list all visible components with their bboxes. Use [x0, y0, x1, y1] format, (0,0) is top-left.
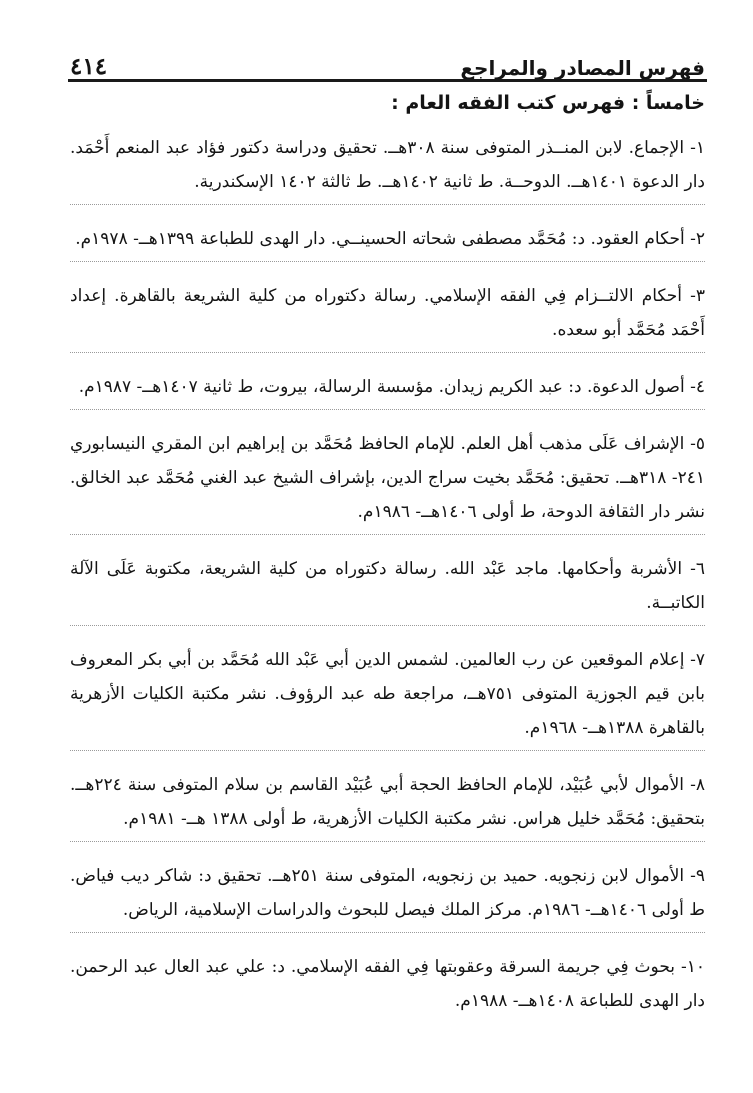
- entry-text: الأموال لأبي عُبَيْد، للإمام الحافظ الحجة أبي عُبَيْد القاسم بن سلام المتوفى سنة ٢٢٤هــ. بتحقيق: مُحَمَّد خليل هراس. نشر مكتبة الكليات الأزهرية، ط أولى ١٣٨٨ هــ- ١٩٨١م.: [70, 775, 705, 829]
- bibliography-entry: [70, 131, 705, 205]
- bibliography-entry: [70, 279, 705, 353]
- bibliography-entry: [70, 643, 705, 751]
- running-head: [70, 46, 705, 78]
- entry-text: أحكام العقود. د: مُحَمَّد مصطفى شحاته الحسينــي. دار الهدى للطباعة ١٣٩٩هــ- ١٩٧٨م.: [75, 229, 685, 249]
- section-heading: خامساً : فهرس كتب الفقه العام :: [391, 92, 705, 114]
- entry-number: ٢-: [690, 229, 705, 249]
- entry-number: ٨-: [690, 775, 705, 795]
- entry-number: ٩-: [690, 866, 705, 886]
- entry-text: الإجماع. لابن المنــذر المتوفى سنة ٣٠٨هــ. تحقيق ودراسة دكتور فؤاد عبد المنعم أَحْمَد. دار الدعوة ١٤٠١هــ. الدوحــة. ط ثانية ١٤٠٢هــ. ط ثالثة ١٤٠٢ الإسكندرية.: [70, 138, 705, 192]
- entry-number: ١٠-: [680, 957, 705, 977]
- bibliography-entry: [70, 370, 705, 410]
- header-rule: [68, 79, 707, 82]
- entry-text: إعلام الموقعين عن رب العالمين. لشمس الدين أبي عَبْد الله مُحَمَّد بن أبي بكر المعروف بابن قيم الجوزية المتوفى ٧٥١هــ، مراجعة طه عبد الرؤوف. نشر مكتبة الكليات الأزهرية بالقاهرة ١٣٨٨هــ- ١٩٦٨م.: [70, 650, 705, 738]
- bibliography-entry: [70, 427, 705, 535]
- bibliography-list: [70, 131, 705, 1030]
- entry-text: الأموال لابن زنجويه. حميد بن زنجويه، المتوفى سنة ٢٥١هــ. تحقيق د: شاكر ديب فياض. ط أولى ١٤٠٦هــ- ١٩٨٦م. مركز الملك فيصل للبحوث والدراسات الإسلامية، الرياض.: [70, 866, 705, 920]
- entry-text: الأشربة وأحكامها. ماجد عَبْد الله. رسالة دكتوراه من كلية الشريعة، مكتوبة عَلَى الآلة الكاتبــة.: [70, 559, 705, 613]
- entry-number: ٣-: [690, 286, 706, 306]
- page-number: ٤١٤: [70, 53, 108, 80]
- entry-text: أصول الدعوة. د: عبد الكريم زيدان. مؤسسة الرسالة، بيروت، ط ثانية ١٤٠٧هــ- ١٩٨٧م.: [78, 377, 685, 397]
- entry-number: ٤-: [690, 377, 705, 397]
- entry-number: ٧-: [690, 650, 705, 670]
- entry-text: أحكام الالتــزام فِي الفقه الإسلامي. رسالة دكتوراه من كلية الشريعة بالقاهرة. إعداد أَحْمَد مُحَمَّد أبو سعده.: [70, 286, 705, 340]
- running-title: فهرس المصادر والمراجع: [460, 56, 705, 80]
- entry-number: ٦-: [690, 559, 705, 579]
- entry-number: ٥-: [690, 434, 706, 454]
- bibliography-entry: [70, 552, 705, 626]
- bibliography-entry: [70, 222, 705, 262]
- entry-number: ١-: [690, 138, 705, 158]
- entry-text: الإشراف عَلَى مذهب أهل العلم. للإمام الحافظ مُحَمَّد بن إبراهيم ابن المقري النيسابوري ٢٤١- ٣١٨هــ. تحقيق: مُحَمَّد بخيت سراج الدين، بإشراف الشيخ عبد الغني مُحَمَّد عبد الخالق. نشر دار الثقافة الدوحة، ط أولى ١٤٠٦هــ- ١٩٨٦م.: [70, 434, 705, 522]
- bibliography-entry: [70, 950, 705, 1023]
- bibliography-entry: [70, 768, 705, 842]
- bibliography-entry: [70, 859, 705, 933]
- entry-text: بحوث فِي جريمة السرقة وعقوبتها فِي الفقه الإسلامي. د: علي عبد العال عبد الرحمن. دار الهدى للطباعة ١٤٠٨هــ- ١٩٨٨م.: [70, 957, 705, 1011]
